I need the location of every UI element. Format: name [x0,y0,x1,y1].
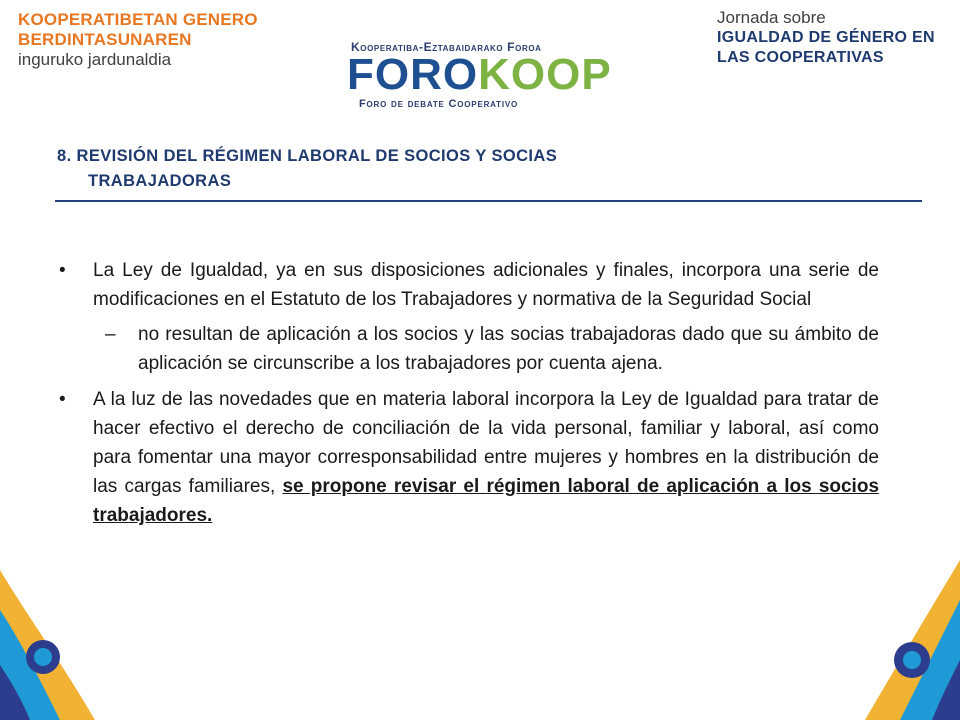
left-circle-inner [34,648,52,666]
logo-wordmark [347,52,612,98]
bullet-text: A la luz de las novedades que en materia laboral incorpora la Ley de Igualdad para tratar de hacer efectivo el derecho de conciliación de la vida personal, familiar y laboral, así como para fomentar una mayor corresponsabilidad entre mujeres y hombres en la distribución de las cargas familiares, [93,389,879,497]
slide-title-line2: TRABAJADORAS [88,172,232,190]
bullet-text: La Ley de Igualdad, ya en sus disposiciones adicionales y finales, incorpora una serie de modificaciones en el Estatuto de los Trabajadores y normativa de la Seguridad Social [93,260,879,310]
logo-wordmark-part1: FORO [347,50,479,99]
slide-body [55,256,879,530]
logo-top-text: Kooperatiba-Eztabaidarako Foroa [351,40,542,54]
dash-mark: – [105,324,116,345]
event-title-spanish-line1: Jornada sobre [717,8,826,27]
right-circle-inner [903,651,921,669]
event-title-spanish-line3: LAS COOPERATIVAS [717,49,884,66]
slide-title [57,144,897,194]
title-divider [55,200,922,202]
bullet-item [55,256,879,314]
logo-bottom-text: Foro de debate Cooperativo [359,98,519,110]
sub-bullet-text: no resultan de aplicación a los socios y las socias trabajadoras dado que su ámbito de aplicación se circunscribe a los trabajadores por cuenta ajena. [138,324,879,374]
logo-wordmark-part2: KOOP [478,50,612,99]
event-title-basque-line2: BERDINTASUNAREN [18,30,192,49]
sub-bullet-item [55,320,879,378]
event-title-basque [18,10,258,70]
event-title-basque-line1: KOOPERATIBETAN GENERO [18,10,258,29]
bullet-mark: • [59,260,66,281]
slide-title-line1: 8. REVISIÓN DEL RÉGIMEN LABORAL DE SOCIOS Y SOCIAS [57,147,558,165]
bullet-item [55,385,879,530]
event-title-basque-line3: inguruko jardunaldia [18,50,172,69]
event-title-spanish [717,8,935,68]
bullet-mark: • [59,389,66,410]
emphasized-proposal: se propone revisar el régimen laboral de aplicación a los socios trabajadores. [93,476,880,526]
forokoop-logo [345,38,612,114]
event-title-spanish-line2: IGUALDAD DE GÉNERO EN [717,29,935,46]
